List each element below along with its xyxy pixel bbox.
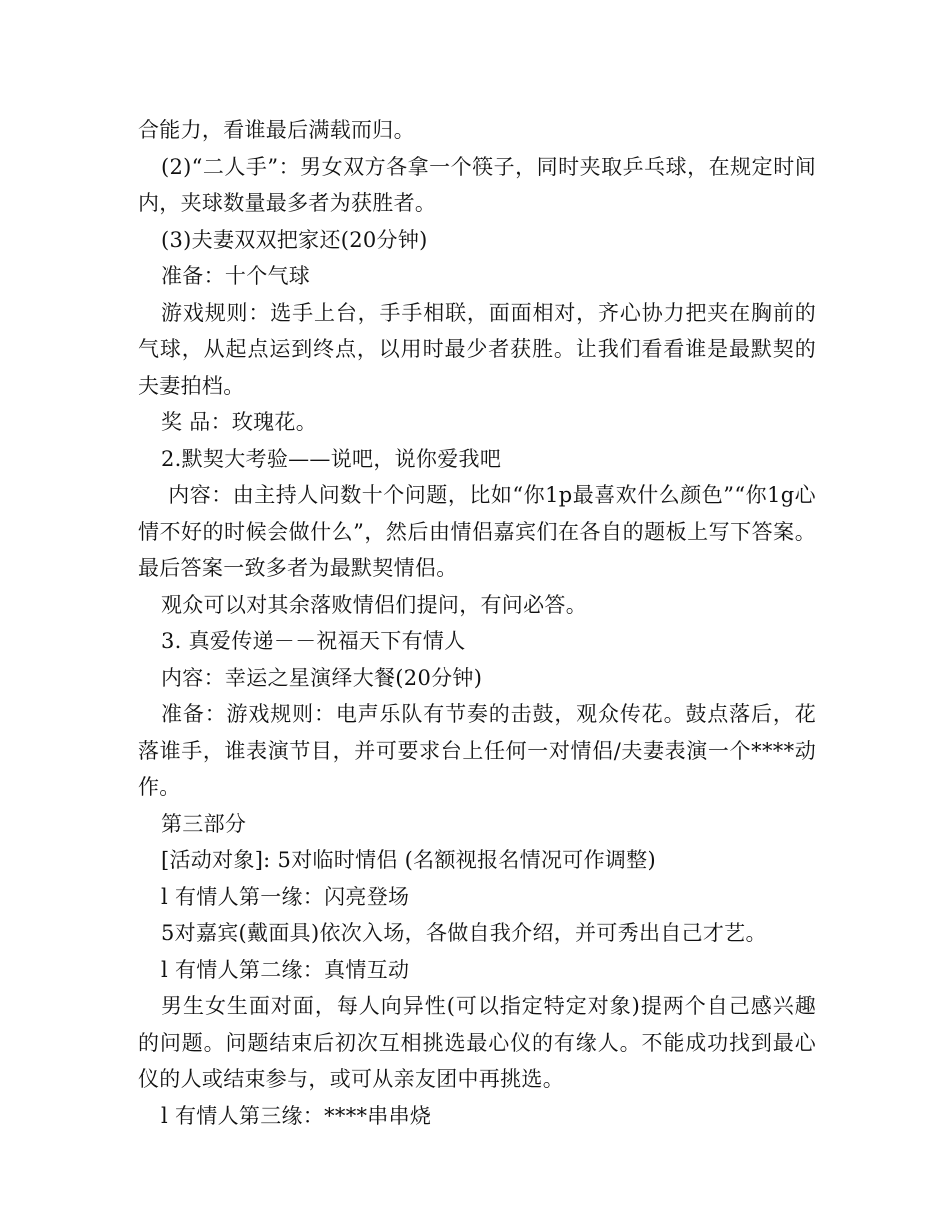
document-body: [138, 112, 816, 1134]
paragraph-face-to-face: 男生女生面对面，每人向异性(可以指定特定对象)提两个自己感兴趣的问题。问题结束后初次互相挑选最心仪的有缘人。不能成功找到最心仪的人或结束参与，或可从亲友团中再挑选。: [138, 994, 816, 1091]
paragraph-prize: 奖 品：玫瑰花。: [161, 410, 318, 434]
paragraph-part-three-heading: 第三部分: [161, 811, 247, 836]
paragraph-section-heading-3: 3. 真爱传递－－祝福天下有情人: [161, 629, 466, 653]
paragraph-guests-entrance: 5对嘉宾(戴面具)依次入场，各做自我介绍，并可秀出自己才艺。: [161, 921, 767, 945]
paragraph-drum-game-rules: 准备：游戏规则：电声乐队有节奏的击鼓，观众传花。鼓点落后，花落谁手，谁表演节目，并可要求台上任何一对情侣/夫妻表演一个****动作。: [138, 702, 816, 799]
paragraph-third-encounter: l 有情人第三缘：****串串烧: [161, 1103, 432, 1128]
paragraph-activity-target: [活动对象]: 5对临时情侣 (名额视报名情况可作调整): [161, 848, 656, 872]
paragraph-continuation: 合能力，看谁最后满载而归。: [138, 118, 415, 142]
paragraph-audience-questions: 观众可以对其余落败情侣们提问，有问必答。: [161, 592, 587, 617]
paragraph-game-two-hands: (2)“二人手”：男女双方各拿一个筷子，同时夹取乒乓球，在规定时间内，夹球数量最多者为获胜者。: [138, 154, 816, 215]
paragraph-section-heading-2: 2.默契大考验——说吧，说你爱我吧: [161, 446, 502, 471]
paragraph-second-encounter: l 有情人第二缘：真情互动: [161, 957, 410, 982]
paragraph-quiz-content: 内容：由主持人问数十个问题，比如“你1p最喜欢什么颜色”“你1g心情不好的时候会做什么”，然后由情侣嘉宾们在各自的题板上写下答案。最后答案一致多者为最默契情侣。: [138, 483, 816, 580]
paragraph-game-couple-home: (3)夫妻双双把家还(20分钟): [161, 227, 428, 252]
paragraph-preparation-balloons: 准备：十个气球: [161, 264, 311, 288]
paragraph-lucky-star: 内容：幸运之星演绎大餐(20分钟): [161, 665, 483, 690]
paragraph-game-rules: 游戏规则：选手上台，手手相联，面面相对，齐心协力把夹在胸前的气球，从起点运到终点，以用时最少者获胜。让我们看看谁是最默契的夫妻拍档。: [138, 300, 816, 398]
paragraph-first-encounter: l 有情人第一缘：闪亮登场: [161, 884, 410, 909]
